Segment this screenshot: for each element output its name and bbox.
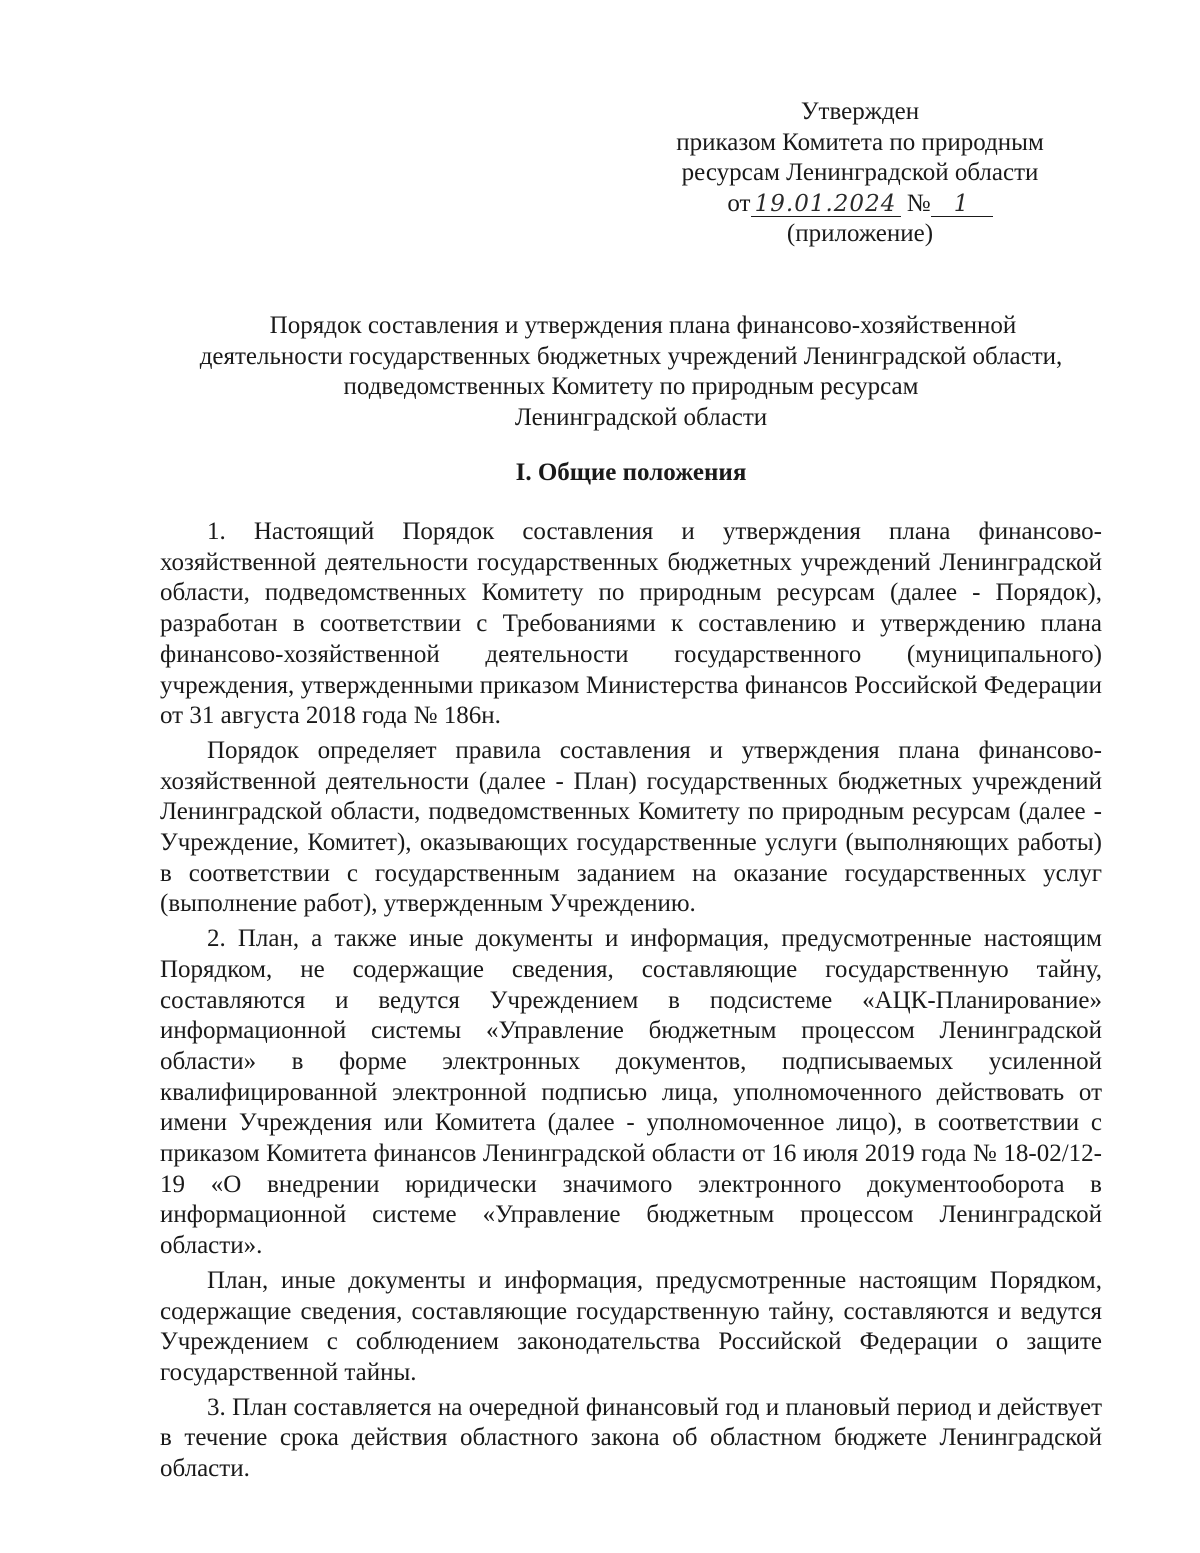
approval-line-appendix: (приложение)	[786, 220, 934, 247]
approval-line-date-number	[640, 189, 1080, 220]
title-line-1: Порядок составления и утверждения плана финансово-хозяйственной	[269, 312, 1017, 339]
section-heading: I. Общие положения	[515, 459, 747, 486]
handwritten-date: 19.01.2024	[751, 192, 901, 217]
handwritten-number: 1	[931, 192, 993, 217]
paragraph-3: 2. План, а также иные документы и информация, предусмотренные настоящим Порядком, не содержащие сведения, составляющие государственную тайну, составляются и ведутся Учреждением в подсистеме «АЦК-Планирование» информационной системы «Управление бюджетным процессом Ленинградской области» в форме электронных документов, подписываемых усиленной квалифицированной электронной подписью лица, уполномоченного действовать от имени Учреждения или Комитета (далее - уполномоченное лицо), в соответствии с приказом Комитета финансов Ленинградской области от 16 июля 2019 года № 18-02/12-19 «О внедрении юридически значимого электронного документооборота в информационной системе «Управление бюджетным процессом Ленинградской области».	[160, 925, 1102, 1260]
approval-stamp	[640, 97, 1080, 250]
approval-line-committee: ресурсам Ленинградской области	[681, 159, 1039, 186]
approval-line-order: приказом Комитета по природным	[676, 128, 1044, 156]
document-body	[160, 517, 1102, 1485]
paragraph-4: План, иные документы и информация, предусмотренные настоящим Порядком, содержащие сведения, составляющие государственную тайну, составляются и ведутся Учреждением с соблюдением законодательства Российской Федерации о защите государственной тайны.	[160, 1266, 1102, 1386]
title-line-4: Ленинградской области	[514, 403, 768, 431]
paragraph-1: 1. Настоящий Порядок составления и утверждения плана финансово-хозяйственной деятельности государственных бюджетных учреждений Ленинградской области, подведомственных Комитету по природным ресурсам (далее - Порядок), разработан в соответствии с Требованиями к составлению и утверждению плана финансово-хозяйственной деятельности государственного (муниципального) учреждения, утвержденными приказом Министерства финансов Российской Федерации от 31 августа 2018 года № 186н.	[160, 518, 1102, 730]
title-line-3: подведомственных Комитету по природным ресурсам	[343, 373, 919, 400]
paragraph-5: 3. План составляется на очередной финансовый год и плановый период и действует в течение срока действия областного закона об областном бюджете Ленинградской области.	[160, 1393, 1102, 1483]
number-prefix: №	[906, 189, 931, 217]
date-prefix: от	[727, 189, 751, 217]
paragraph-2: Порядок определяет правила составления и утверждения плана финансово-хозяйственной деятельности (далее - План) государственных бюджетных учреждений Ленинградской области, подведомственных Комитету по природным ресурсам (далее - Учреждение, Комитет), оказывающих государственные услуги (выполняющих работы) в соответствии с государственным заданием на оказание государственных услуг (выполнение работ), утвержденным Учреждению.	[160, 736, 1102, 918]
document-title	[160, 311, 1102, 433]
approval-line-approved: Утвержден	[800, 98, 920, 125]
title-line-2: деятельности государственных бюджетных учреждений Ленинградской области,	[199, 342, 1063, 370]
